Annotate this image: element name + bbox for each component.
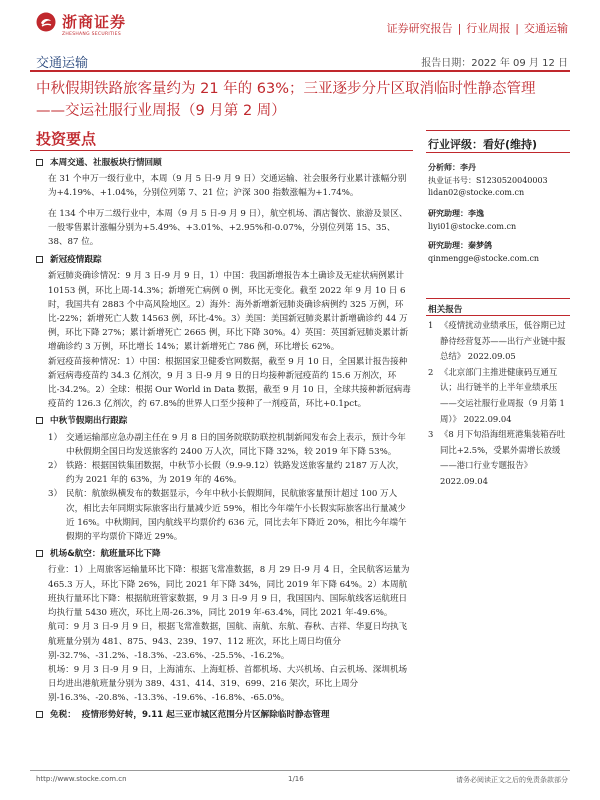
paragraph: 新冠疫苗接种情况：1）中国：根据国家卫健委官网数据，截至 9 月 10 日，全国累计报告接种新冠病毒疫苗约 34.3 亿剂次，9 月 3 日-9 月 9 日的日均接种新冠疫苗约 15.6 万剂次，环比-34.2%。2）全球：根据 Our World in Data 数据，截至 9 月 10 日，全球共接种新冠病毒疫苗约 126.3 亿剂次，约 67.8%的世界人口至少接种了一剂疫苗，环比+0.1pct。: [48, 356, 411, 410]
related-title-rule: [426, 315, 570, 316]
nav-report-kind: 行业周报: [466, 22, 511, 35]
square-bullet-icon: [36, 256, 43, 263]
bullet-heading: 机场&航空：航班量环比下降: [36, 547, 412, 561]
footer-divider: [30, 770, 570, 771]
assistant-name: 研究助理：秦梦鸽: [428, 241, 492, 250]
related-reports-list: [428, 318, 570, 490]
list-item: 3） 民航：航旅纵横发布的数据显示，今年中秋小长假期间，民航旅客量预计超过 100 万人次，相比去年同期实际旅客出行量减少近 59%，相比今年端午小长假实际旅客出行量减少近 16%。中秋期间，国内航线平均票价约 636 元，同比去年下降近 20%，相比今年端午假期的平均票价下降近 29%。: [48, 489, 407, 543]
analyst-block: [428, 162, 570, 200]
assistant-block: [428, 208, 570, 233]
rating-bottom-rule: [426, 152, 570, 153]
related-report-item[interactable]: 2 《北京部门主推进健康码互通互认；出行链半的上半年业绩承压——交运社服行业周报（9 月第 1 周）》 2022.09.04: [428, 366, 565, 424]
footer-disclaimer: 请务必阅读正文之后的免责条款部分: [456, 776, 568, 784]
related-top-rule: [426, 298, 570, 299]
industry-rating: 行业评级：看好(维持): [428, 138, 538, 151]
page-number: 1/16: [288, 775, 304, 783]
paragraph: 在 31 个申万一级行业中，本周（9 月 5 日-9 月 9 日）交通运输、社会服务行业累计涨幅分别为+4.19%、+1.04%，分别位列第 7、21 位；沪深 300 指数涨幅为+1.74%。: [48, 174, 407, 199]
bullet-heading: 新冠疫情跟踪: [36, 253, 412, 267]
bullet-heading: 中秋节假期出行跟踪: [36, 414, 412, 428]
report-title: [36, 78, 566, 122]
title-line-2: ——交运社服行业周报（9 月第 2 周）: [36, 103, 286, 119]
title-line-1: 中秋假期铁路旅客量约为 21 年的 63%；三亚逐步分片区取消临时性静态管理: [36, 81, 536, 97]
bullet-heading: 免税： 疫情形势好转，9.11 起三亚市城区范围分片区解除临时静态管理: [36, 708, 412, 722]
logo-text: 浙商证券: [62, 13, 127, 31]
square-bullet-icon: [36, 711, 43, 718]
section-heading: 投资要点: [36, 130, 97, 148]
square-bullet-icon: [36, 417, 43, 424]
nav-report-type: 证券研究报告: [386, 22, 453, 35]
related-report-item[interactable]: 3 《8 月下旬沿海组班港集装箱吞吐同比+2.5%，受累外需增长放缓——港口行业专题报告》 2022.09.04: [428, 429, 566, 486]
paragraph: 新冠肺炎确诊情况：9 月 3 日-9 月 9 日，1）中国：我国新增报告本土确诊及无症状病例累计 10153 例，环比上周-14.3%；新增死亡病例 0 例，环比无变化。截至 2022 年 9 月 10 日 6 时，我国共有 2883 个中高风险地区。2）海外：海外新增新冠肺炎确诊病例约 325 万例，环比-22%；新增死亡人数 14563 例，环比-4%。3）美国：美国新冠肺炎累计新增确诊约 44 万例，环比下降 27%；累计新增死亡 2665 例，环比下降 30%。4）英国：英国新冠肺炎累计新增确诊约 3 万例，环比增长 14%；累计新增死亡 786 例，环比增长 62%。: [48, 271, 409, 353]
nav-separator: |: [515, 22, 519, 35]
list-item: 2） 铁路：根据国铁集团数据，中秋节小长假（9.9-9.12）铁路发送旅客量约 2187 万人次，约为 2021 年的 63%，为 2019 年的 46%。: [48, 461, 405, 486]
list-item: 1） 交通运输部应急办副主任在 9 月 8 日的国务院联防联控机制新闻发布会上表示，预计今年中秋假期全国日均发送旅客约 2400 万人次，同比下降 32%，较 2019 年下降 53%。: [48, 432, 406, 457]
assistant-email[interactable]: liyi01@stocke.com.cn: [428, 221, 517, 231]
bullet-heading: 本周交通、社服板块行情回顾: [36, 156, 412, 170]
square-bullet-icon: [36, 550, 43, 557]
company-logo: [36, 12, 126, 32]
assistant-block: [428, 240, 570, 265]
assistant-email[interactable]: qinmengge@stocke.com.cn: [428, 253, 540, 263]
sector-label: 交通运输: [36, 56, 89, 71]
paragraph: 机场：9 月 3 日-9 月 9 日，上海浦东、上海虹桥、首都机场、大兴机场、白云机场、深圳机场日均进出港航班量分别为 389、431、414、319、699、216 架次，环比上周分别-16.3%、-20.8%、-13.3%、-19.6%、-16.8%、-65.0%。: [48, 664, 408, 704]
page-header: [0, 0, 600, 46]
nav-separator: |: [457, 22, 462, 35]
assistant-name: 研究助理：李逸: [428, 209, 484, 218]
analyst-name: 分析师：李丹: [428, 163, 476, 172]
logo-mark-icon: [36, 12, 56, 32]
report-category-nav: [387, 20, 568, 36]
paragraph: 行业：1）上周旅客运输量环比下降：根据飞常准数据，8 月 29 日-9 月 4 日，全民航客运量为 465.3 万人，环比下降 26%，同比 2021 年下降 34%，同比 2019 年下降 64%。2）本周航班执行量环比下降：根据航班管家数据，9 月 3 日-9 月 9 日，我国国内、国际航线客运航班日均执行量 5430 班次，环比上周-26.3%，同比 2019 年-63.4%，同比 2021 年-49.6%。: [48, 565, 410, 619]
logo-subtext: ZHESHANG SECURITIES: [62, 32, 121, 37]
main-content: [36, 154, 412, 724]
footer-website[interactable]: http://www.stocke.com.cn: [36, 775, 127, 783]
section-divider: [30, 150, 413, 151]
square-bullet-icon: [36, 159, 43, 166]
paragraph: 在 134 个申万二级行业中，本周（9 月 5 日-9 月 9 日），航空机场、酒店餐饮、旅游及景区、一般零售累计涨幅分别为+5.49%、+3.01%、+2.95%和-0.07%，分别位列第 15、35、38、87 位。: [48, 208, 408, 248]
paragraph: 航司：9 月 3 日-9 月 9 日，根据飞常准数据，国航、南航、东航、春秋、吉祥、华夏日均执飞航班量分别为 481、875、943、239、197、112 班次，环比上周日均值分别-32.7%、-31.2%、-18.3%、-23.6%、-25.5%、-16.2%。: [48, 622, 408, 661]
header-divider: [30, 70, 570, 72]
rating-top-rule: [426, 130, 570, 131]
related-reports-heading: 相关报告: [428, 305, 463, 315]
report-date: 报告日期：2022 年 09 月 12 日: [421, 58, 568, 69]
analyst-cert: 执业证书号：S1230520040003: [428, 175, 548, 185]
analyst-email[interactable]: lidan02@stocke.com.cn: [428, 188, 525, 197]
nav-industry: 交通运输: [524, 22, 568, 35]
related-report-item[interactable]: 1 《疫情扰动业绩承压，低谷期已过静待经营复苏——出行产业链中报总结》 2022.09.05: [428, 320, 566, 362]
